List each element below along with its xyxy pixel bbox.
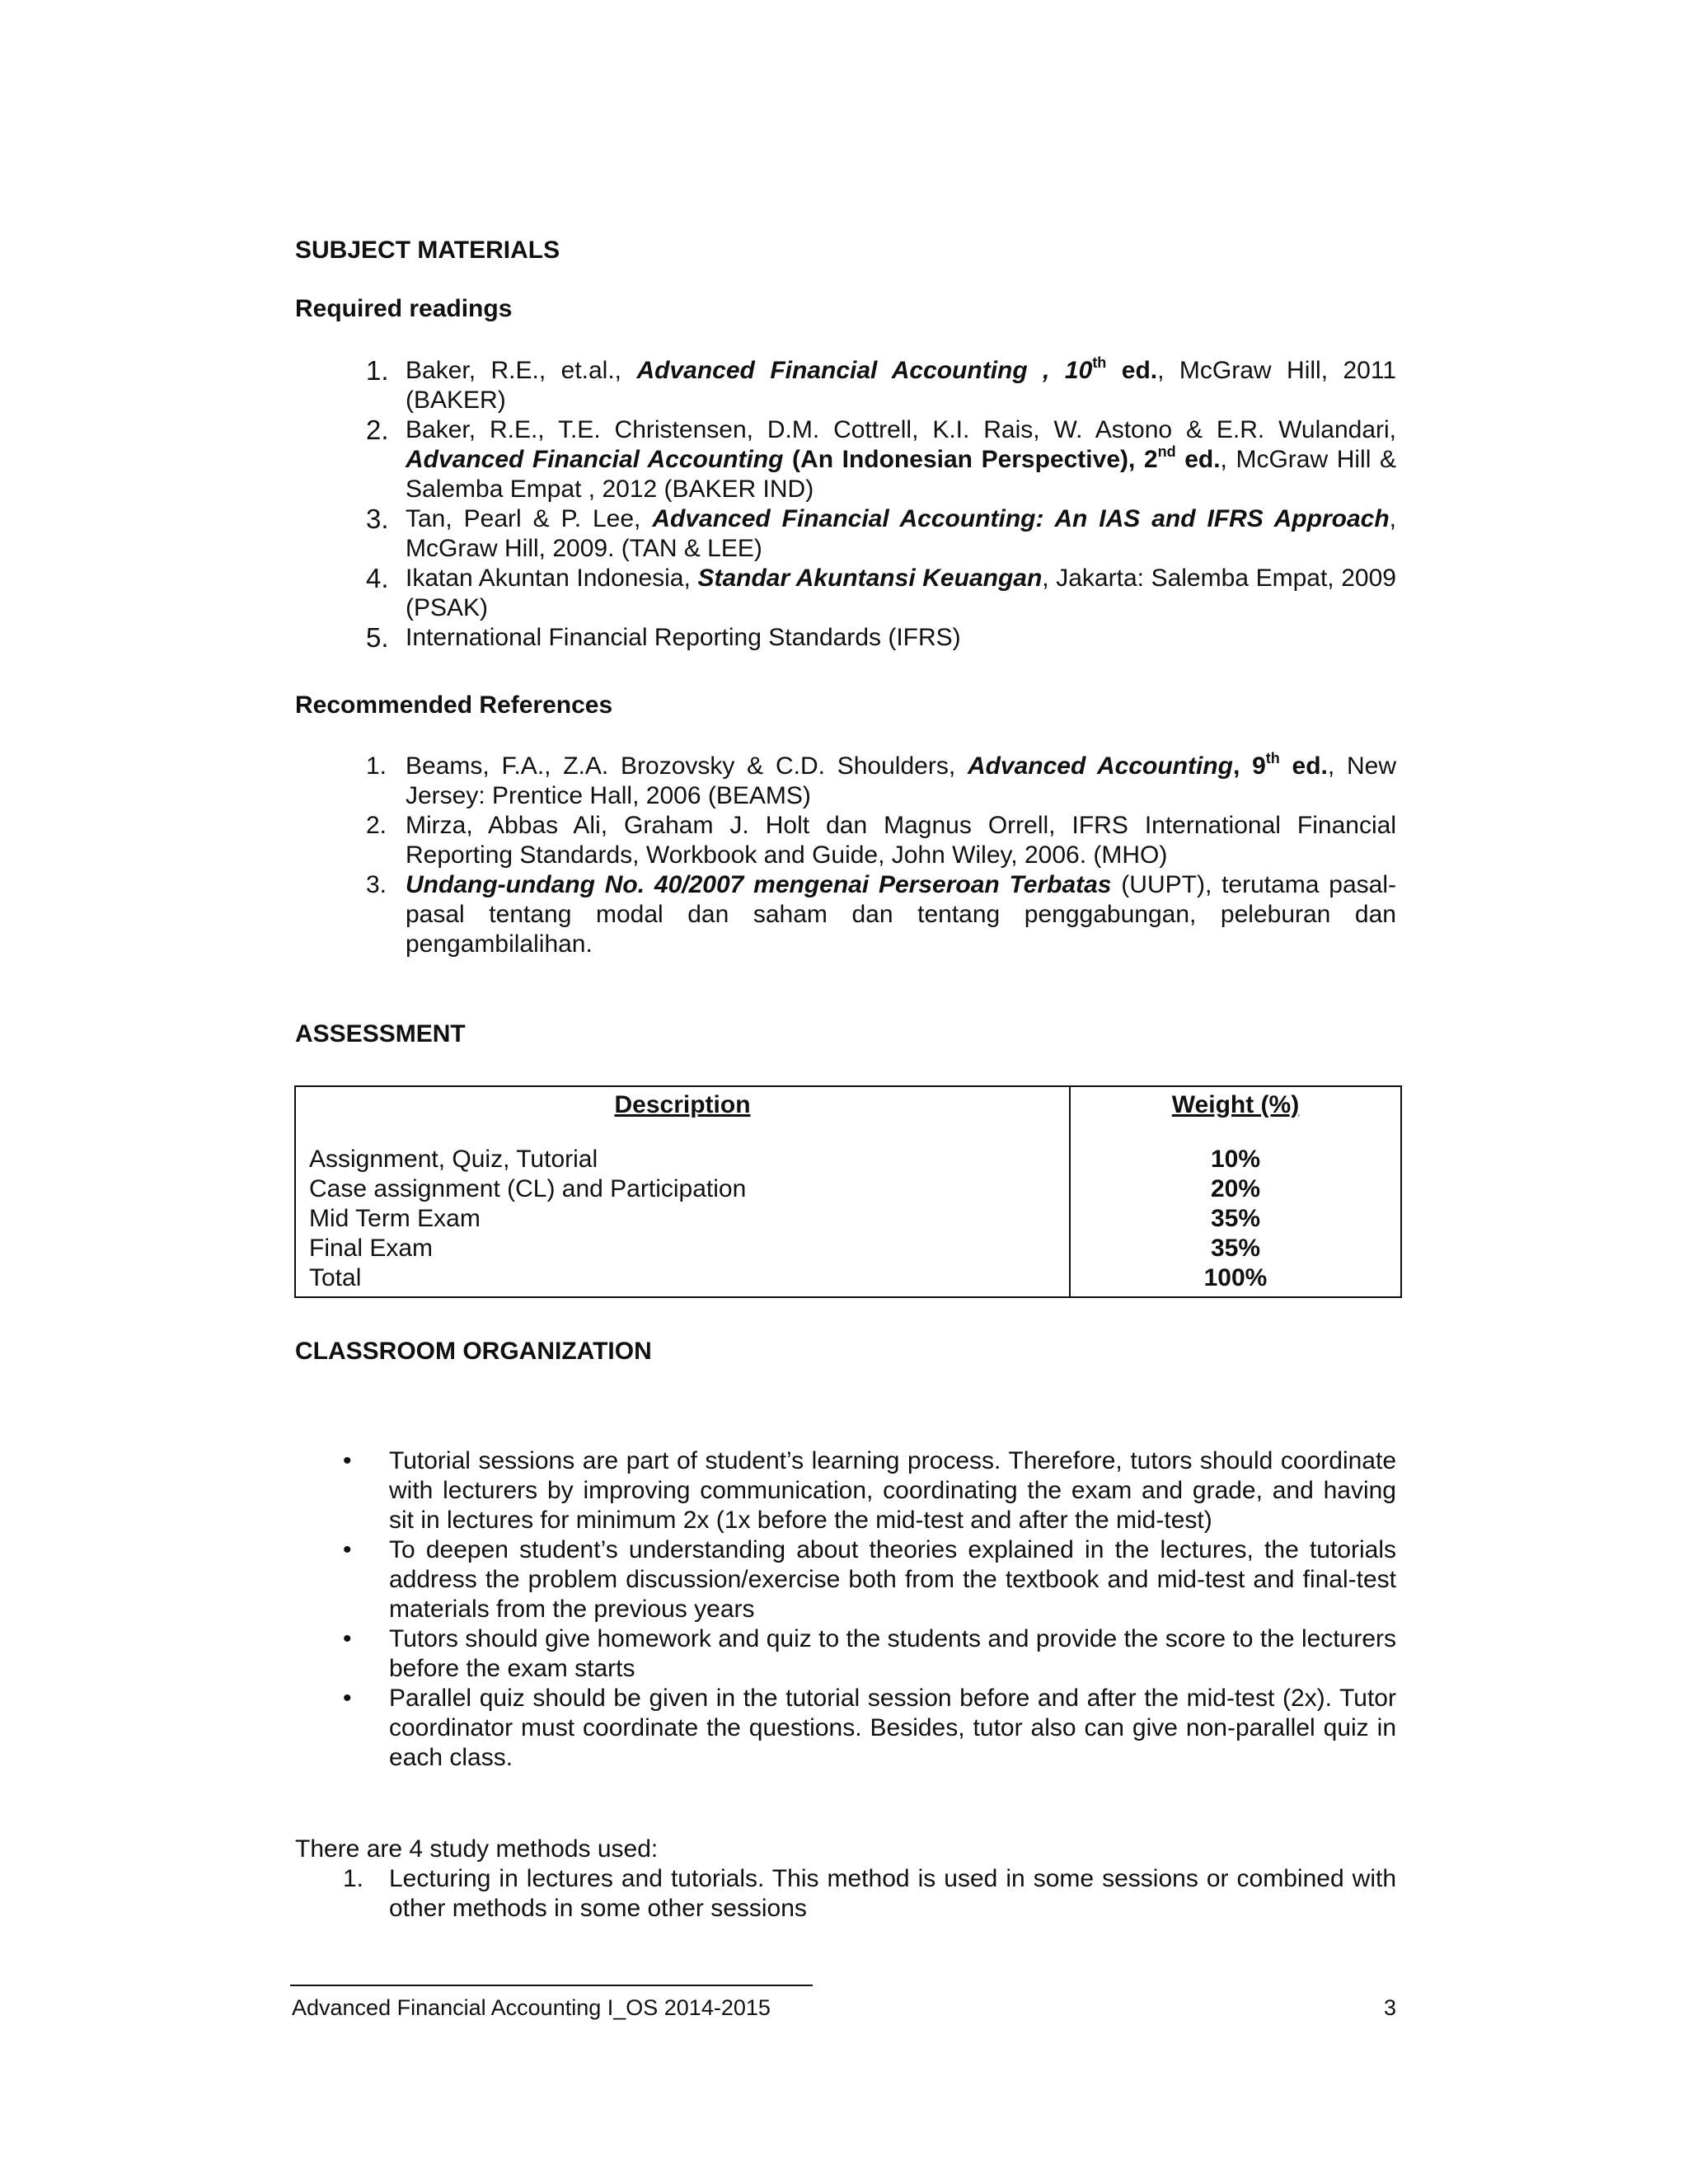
list-number: 3. bbox=[366, 871, 387, 898]
table-cell-description: Assignment, Quiz, Tutorial bbox=[309, 1146, 598, 1173]
reference-title: Advanced Financial Accounting: An IAS and IFRS Approach bbox=[652, 505, 1390, 532]
reference-title: Advanced Accounting bbox=[967, 752, 1233, 780]
reference-text: Mirza, Abbas Ali, Graham J. Holt dan Magnus Orrell, IFRS International Financial Reporting Standards, Workbook and Guide, John Wiley, 2006. (MHO) bbox=[406, 812, 1396, 869]
list-number: 1. bbox=[366, 355, 389, 386]
reference-title: Advanced Financial Accounting bbox=[406, 446, 784, 473]
bullet-icon: • bbox=[343, 1536, 352, 1563]
reference-edition: ed. bbox=[1106, 357, 1158, 384]
reference-text: (An Indonesian Perspective), 2 bbox=[783, 446, 1158, 473]
classroom-bullet-list bbox=[295, 1446, 1396, 1773]
reference-text: , McGraw Hill, 2009. (TAN & LEE) bbox=[406, 505, 1396, 562]
bullet-text: To deepen student’s understanding about theories explained in the lectures, the tutorials address the problem discussion/exercise both from the textbook and mid-test and final-test materials from the previous years bbox=[389, 1536, 1396, 1623]
list-number: 2. bbox=[366, 812, 387, 839]
reference-text: Beams, F.A., Z.A. Brozovsky & C.D. Shoulders, bbox=[406, 752, 968, 780]
bullet-text: Parallel quiz should be given in the tutorial session before and after the mid-test (2x). Tutor coordinator must coordinate the questions. Besides, tutor also can give non-parallel quiz in each class. bbox=[389, 1685, 1396, 1771]
reference-title: Advanced Financial Accounting bbox=[636, 357, 1028, 384]
list-number: 1. bbox=[366, 752, 387, 780]
bullet-icon: • bbox=[343, 1685, 352, 1712]
table-cell-weight: 35% bbox=[1210, 1205, 1261, 1232]
reference-text: , McGraw Hill, 2011 (BAKER) bbox=[406, 357, 1397, 414]
bullet-item bbox=[295, 1446, 1396, 1535]
superscript: nd bbox=[1157, 443, 1176, 460]
bullet-icon: • bbox=[343, 1447, 352, 1474]
column-header-description: Description bbox=[614, 1091, 751, 1118]
table-cell-weight: 100% bbox=[1203, 1264, 1268, 1291]
list-number: 5. bbox=[366, 622, 389, 653]
list-item bbox=[295, 870, 1396, 959]
description-column bbox=[295, 1086, 1070, 1297]
reference-text: , Jakarta: Salemba Empat, 2009 (PSAK) bbox=[406, 565, 1396, 621]
reference-title: Standar Akuntansi Keuangan bbox=[697, 565, 1043, 592]
list-item bbox=[295, 811, 1396, 870]
reference-text: , 9 bbox=[1232, 752, 1266, 780]
footer-divider bbox=[290, 1985, 813, 1986]
reference-text: Baker, R.E., et.al., bbox=[406, 357, 637, 384]
bullet-item bbox=[295, 1684, 1396, 1773]
table-cell-weight: 10% bbox=[1210, 1146, 1261, 1173]
list-item bbox=[295, 1864, 1396, 1924]
subheading-recommended-references: Recommended References bbox=[295, 691, 613, 719]
superscript: th bbox=[1092, 354, 1107, 371]
reference-text: , McGraw Hill & Salemba Empat , 2012 (BAKER IND) bbox=[406, 446, 1396, 503]
weight-column bbox=[1070, 1086, 1401, 1297]
study-methods-list bbox=[295, 1864, 1396, 1924]
required-readings-list bbox=[295, 356, 1396, 653]
reference-text: Tan, Pearl & P. Lee, bbox=[406, 505, 653, 532]
reference-text: , 10 bbox=[1027, 357, 1093, 384]
table-cell-description: Final Exam bbox=[309, 1235, 434, 1262]
bullet-icon: • bbox=[343, 1625, 352, 1652]
list-item bbox=[295, 564, 1396, 623]
bullet-item bbox=[295, 1535, 1396, 1624]
study-methods-intro: There are 4 study methods used: bbox=[295, 1835, 659, 1863]
bullet-text: Tutorial sessions are part of student’s learning process. Therefore, tutors should coordinate with lecturers by improving communication, coordinating the exam and grade, and having sit in lectures for minimum 2x (1x before the mid-test and after the mid-test) bbox=[389, 1447, 1396, 1534]
section-heading-assessment: ASSESSMENT bbox=[295, 1020, 466, 1047]
reference-text: , New Jersey: Prentice Hall, 2006 (BEAMS) bbox=[406, 752, 1397, 809]
table-cell-description: Case assignment (CL) and Participation bbox=[309, 1175, 747, 1202]
footer-page-number: 3 bbox=[1383, 1995, 1396, 2020]
list-number: 1. bbox=[343, 1865, 364, 1892]
table-cell-description: Total bbox=[309, 1264, 362, 1291]
recommended-references-list bbox=[295, 752, 1396, 959]
list-item bbox=[295, 504, 1396, 564]
reference-text: (UUPT), terutama pasal-pasal tentang modal dan saham dan tentang penggabungan, peleburan dan pengambilalihan. bbox=[406, 871, 1396, 958]
list-item bbox=[295, 752, 1396, 811]
table-cell-weight: 20% bbox=[1210, 1175, 1261, 1202]
reference-text: International Financial Reporting Standards (IFRS) bbox=[406, 624, 961, 651]
method-text: Lecturing in lectures and tutorials. This method is used in some sessions or combined with other methods in some other sessions bbox=[389, 1865, 1396, 1922]
superscript: th bbox=[1265, 750, 1280, 766]
table-cell-description: Mid Term Exam bbox=[309, 1205, 481, 1232]
section-heading-classroom-organization: CLASSROOM ORGANIZATION bbox=[295, 1338, 652, 1365]
list-item bbox=[295, 356, 1396, 415]
assessment-table bbox=[294, 1085, 1402, 1298]
reference-edition: ed. bbox=[1279, 752, 1328, 780]
reference-text: Baker, R.E., T.E. Christensen, D.M. Cottrell, K.I. Rais, W. Astono & E.R. Wulandari, bbox=[406, 416, 1396, 443]
section-heading-subject-materials: SUBJECT MATERIALS bbox=[295, 237, 560, 264]
reference-edition: ed. bbox=[1175, 446, 1221, 473]
reference-text: Ikatan Akuntan Indonesia, bbox=[406, 565, 698, 592]
list-item bbox=[295, 623, 1396, 653]
table-cell-weight: 35% bbox=[1210, 1235, 1261, 1262]
bullet-item bbox=[295, 1624, 1396, 1684]
bullet-text: Tutors should give homework and quiz to the students and provide the score to the lecturers before the exam starts bbox=[389, 1625, 1396, 1682]
reference-title: Undang-undang No. 40/2007 mengenai Perseroan Terbatas bbox=[406, 871, 1112, 898]
list-number: 2. bbox=[366, 415, 389, 445]
list-number: 3. bbox=[366, 504, 389, 534]
footer-document-title: Advanced Financial Accounting I_OS 2014-2015 bbox=[292, 1995, 771, 2020]
column-header-weight: Weight (%) bbox=[1171, 1091, 1300, 1118]
subheading-required-readings: Required readings bbox=[295, 295, 513, 322]
list-number: 4. bbox=[366, 563, 389, 593]
list-item bbox=[295, 415, 1396, 504]
